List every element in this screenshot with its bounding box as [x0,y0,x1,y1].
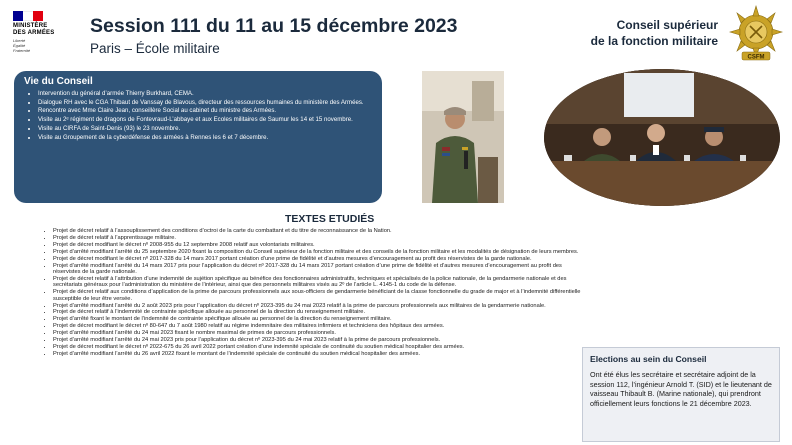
list-item: • Visite au CIRFA de Saint-Denis (93) le 23 novembre. [38,125,372,133]
list-item: • Projet d’arrêté modifiant l’arrêté du 24 mai 2023 pris pour l’application du décret nº 2023-395 du 24 mai 2023 relatif à la prime de parcours professionnels. [53,337,587,343]
list-item: • Projet d’arrêté modifiant l’arrêté du 14 mars 2017 pris pour l’application du décret nº 2017-328 du 14 mars 2017 portant création d’une prime de fidélité et d’autres mesures d’encouragement au profit des réservistes de la garde nationale. [53,263,587,276]
list-item: • Projet d’arrêté modifiant l’arrêté du 25 septembre 2020 fixant la composition du Conseil supérieur de la fonction militaire et des conseils de la fonction militaire et les modalités de désignation de leurs membres. [53,249,587,255]
ministry-logo [13,11,71,59]
list-item: • Projet de décret modifiant le décret nº 80-647 du 7 août 1980 relatif au régime indemnitaire des militaires infirmiers et techniciens des hôpitaux des armées. [53,323,587,329]
ministry-name: MINISTÈRE DES ARMÉES [13,23,55,36]
list-item: • Visite au Groupement de la cyberdéfense des armées à Rennes les 6 et 7 décembre. [38,134,372,142]
council-name: Conseil supérieur de la fonction militaire [590,18,718,48]
elections-text: Ont été élus les secrétaire et secrétaire adjoint de la session 112, l’ingénieur Arnold T. (SID) et le lieutenant de vaisseau Thibault B. (Marine nationale), qui prendront officiellement leurs fonctions le 21 décembre 2023. [590,370,772,408]
session-location: Paris – École militaire [90,41,220,56]
list-item: • Projet d’arrêté fixant le montant de l’indemnité de contrainte spécifique allouée au personnel de la direction du renseignement militaire. [53,316,587,322]
republic-motto: Liberté Égalité Fraternité [13,38,31,53]
vie-du-conseil-panel [14,71,382,203]
list-item: • Rencontre avec Mme Claire Jean, conseillère Social au cabinet du ministre des Armées. [38,107,372,115]
general-speaking-photo [422,71,504,203]
list-item: • Projet de décret relatif à l’assouplissement des conditions d’octroi de la carte du combattant et du titre de reconnaissance de la Nation. [53,228,587,234]
list-item: • Projet d’arrêté modifiant l’arrêté du 2 août 2023 pris pour l’application du décret nº 2023-395 du 24 mai 2023 relatif à la prime de parcours professionnels aux militaires de la gendarmerie nationale. [53,303,587,309]
list-item: • Projet de décret modifiant le décret nº 2022-675 du 26 avril 2022 portant création d’une indemnité spéciale de continuité du soutien médical hospitalier des armées. [53,344,587,350]
elections-heading: Elections au sein du Conseil [590,354,707,364]
list-item: • Projet d’arrêté modifiant l’arrêté du 24 mai 2023 fixant le nombre maximal de primes de parcours professionnels. [53,330,587,336]
list-item: • Projet de décret relatif aux conditions d’application de la prime de parcours professionnels aux sous-officiers de gendarmerie bénéficiant de la classe fonctionnelle du grade de major et à l’indemnité différentielle susceptible de leur être versée. [53,289,587,302]
council-meeting-photo [544,69,780,206]
french-flag-icon [13,11,43,21]
textes-etudies-heading: TEXTES ETUDIÉS [285,213,375,225]
list-item: • Projet de décret modifiant le décret nº 2017-328 du 14 mars 2017 portant création d’une prime de fidélité et d’autres mesures d’encouragement au profit des réservistes de la garde nationale. [53,256,587,262]
vie-du-conseil-list [24,90,372,141]
csfm-emblem-icon [726,4,786,64]
session-title: Session 111 du 11 au 15 décembre 2023 [90,15,458,37]
list-item: • Projet d’arrêté modifiant l’arrêté du 26 avril 2022 fixant le montant de l’indemnité spéciale de continuité du soutien médical hospitalier des armées. [53,351,587,357]
list-item: • Projet de décret modifiant le décret nº 2008-955 du 12 septembre 2008 relatif aux volontariats militaires. [53,242,587,248]
vie-du-conseil-heading: Vie du Conseil [24,76,93,87]
elections-box [582,347,780,442]
emblem-text: CSFM [747,54,765,61]
list-item: • Visite au 2ᵉ régiment de dragons de Fontevraud-L’abbaye et aux Ecoles militaires de Saumur les 14 et 15 novembre. [38,116,372,124]
list-item: • Projet de décret relatif à l’attribution d’une indemnité de sujétion spécifique au bénéfice des fonctionnaires administratifs, techniques et spécialisés de la police nationale, de la gendarmerie nationale et des secrétariats généraux pour l’administration du ministère de l’intérieur, ainsi que des personnels militaires visés au 2º de l’article L. 4145-1 du code de la défense. [53,276,587,289]
textes-etudies-list [40,228,587,358]
list-item: • Projet de décret relatif à l’indemnité de contrainte spécifique allouée au personnel de la direction du renseignement militaire. [53,309,587,315]
list-item: • Projet de décret relatif à l’apprentissage militaire. [53,235,587,241]
list-item: • Dialogue RH avec le CGA Thibaut de Vanssay de Blavous, directeur des ressources humaines du ministère des Armées. [38,99,372,107]
list-item: • Intervention du général d’armée Thierry Burkhard, CEMA. [38,90,372,98]
